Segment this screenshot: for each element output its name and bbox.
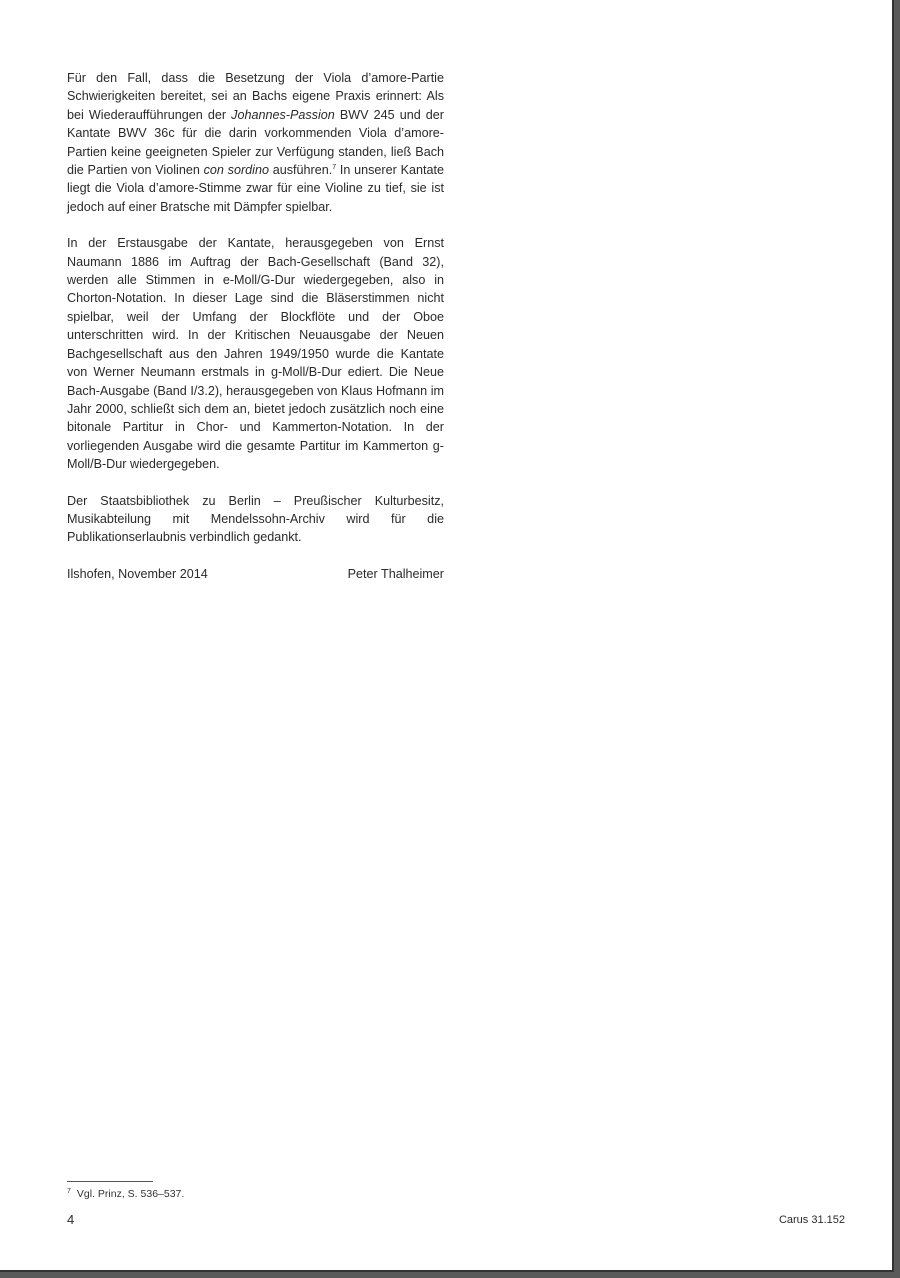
paragraph-editions: In der Erstausgabe der Kantate, herausgegeben von Ernst Naumann 1886 im Auftrag der Bach-Gesellschaft (Band 32), werden alle Stimmen in e-Moll/G-Dur wiedergegeben, also in Chorton-Notation. In dieser Lage sind die Bläserstimmen nicht spielbar, weil der Umfang der Blockflöte und der Oboe unterschritten wird. In der Kritischen Neuausgabe der Neuen Bachgesellschaft aus den Jahren 1949/1950 wurde die Kantate von Werner Neumann erstmals in g-Moll/B-Dur ediert. Die Neue Bach-Ausgabe (Band I/3.2), herausgegeben von Klaus Hofmann im Jahr 2000, schließt sich dem an, bietet jedoch zusätzlich noch eine bitonale Partitur in Chor- und Kammerton-Notation. In der vorliegenden Ausgabe wird die gesamte Partitur im Kammerton g-Moll/B-Dur wiedergegeben. xyxy=(67,236,444,472)
footnote-number: 7 xyxy=(67,1188,71,1195)
text-column xyxy=(67,69,444,583)
footnote-text: Vgl. Prinz, S. 536–537. xyxy=(76,1188,185,1200)
paragraph-acknowledgement: Der Staatsbibliothek zu Berlin – Preußischer Kulturbesitz, Musikabteilung mit Mendelssohn-Archiv wird für die Publikationserlaubnis verbindlich gedankt. xyxy=(67,493,444,545)
author-name: Peter Thalheimer xyxy=(347,566,444,581)
paragraph-text: ausführen. xyxy=(268,163,333,178)
signature-line xyxy=(67,565,444,583)
paragraph-text: BWV 245 und der Kantate BWV 36c für die darin vorkommenden Viola d’amore-Partien keine geeigneten Spieler zur Verfügung standen, ließ Bach die Partien von Violinen xyxy=(67,107,444,178)
paragraph-text: In unserer Kantate liegt die Viola d’amore-Stimme zwar für eine Violine zu tief, sie ist jedoch auf einer Bratsche mit Dämpfer spielbar. xyxy=(67,163,444,214)
footnote-reference: 7 xyxy=(332,164,337,172)
footnote xyxy=(67,1188,184,1200)
paragraph-viola-damore xyxy=(67,69,444,216)
page-number: 4 xyxy=(67,1212,75,1227)
performance-term-italic: con sordino xyxy=(203,163,269,178)
paragraph-text: Für den Fall, dass die Besetzung der Viola d’amore-Partie Schwierigkeiten bereitet, sei an Bachs eigene Praxis erinnert: Als bei Wiederaufführungen der xyxy=(67,71,444,122)
catalog-number: Carus 31.152 xyxy=(778,1214,845,1226)
work-title-italic: Johannes-Passion xyxy=(231,107,335,122)
footnote-rule xyxy=(67,1181,153,1182)
place-date: Ilshofen, November 2014 xyxy=(67,566,208,581)
